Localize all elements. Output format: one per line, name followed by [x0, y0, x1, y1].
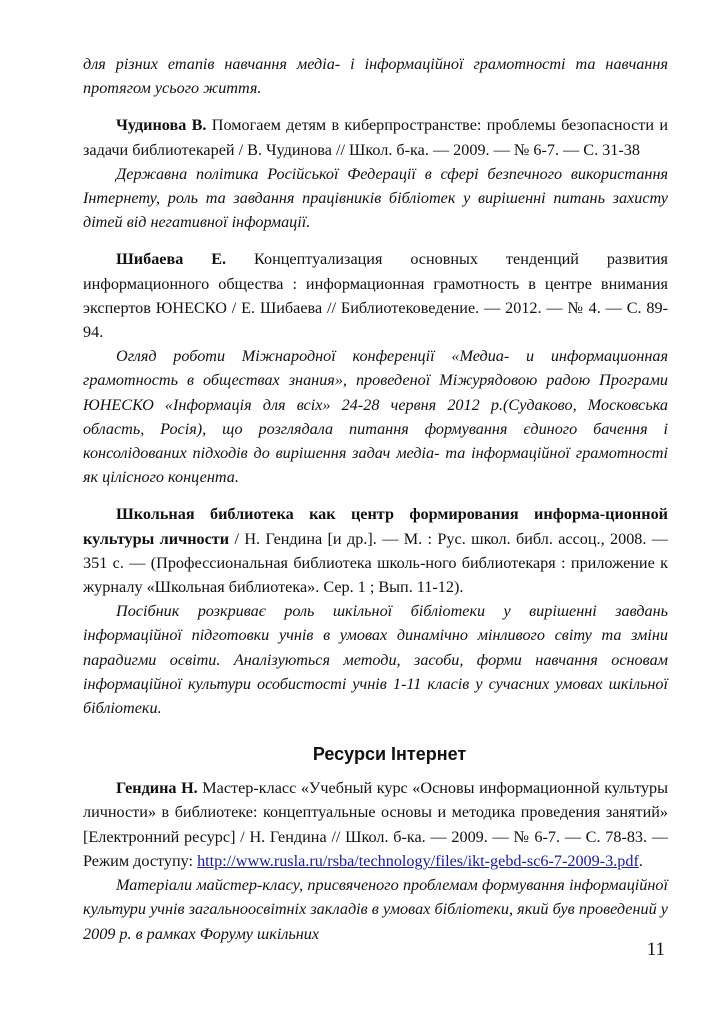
entry-citation: / Н. Гендина [и др.]. — М. : Рус. школ. библ. ассоц., 2008. — 351 с. — (Профессиональная библиотека школь-ного библиотекаря : приложение к журналу «Школьная библиотека». Сер. 1 ; Вып. 11-12). — [83, 529, 668, 597]
entry-author: Шибаева Е. — [116, 250, 227, 269]
entry-author: Чудинова В. — [116, 116, 207, 135]
entry-author: Гендина Н. — [116, 779, 198, 798]
intro-annotation: для різних етапів навчання медіа- і інформаційної грамотності та навчання протягом усього життя. — [83, 55, 668, 98]
entry-citation: Помогаем детям в киберпространстве: проблемы безопасности и задачи библиотекарей / В. Чудинова // Школ. б-ка. — 2009. — № 6-7. — С. 31-38 — [83, 116, 668, 159]
entry-citation: Концептуализация основных тенденций развития информационного общества : информационная грамотность в центре внимания экспертов ЮНЕСКО / Е. Шибаева // Библиотековедение. — 2012. — № 4. — С. 89-94. — [83, 250, 669, 342]
bib-entry-chudinova — [83, 113, 668, 161]
resource-link[interactable]: http://www.rusla.ru/rsba/technology/files/ikt-gebd-sc6-7-2009-3.pdf — [197, 851, 639, 870]
entry-annotation: Посібник розкриває роль шкільної бібліотеки у вирішенні завдань інформаційної підготовки учнів в умовах динамічно мінливого світу та зміни парадигми освіти. Аналізуються методи, засоби, форми навчання основам інформаційної культури особистості учнів 1-11 класів у сучасних умовах шкільної бібліотеки. — [83, 602, 668, 718]
entry-annotation: Огляд роботи Міжнародної конференції «Медиа- и информационная грамотность в обществах знания», проведеної Міжурядовою радою Програми ЮНЕСКО «Інформація для всіх» 24-28 червня 2012 р.(Судаково, Московська область, Росія), що розглядала питання формування єдиного бачення і консолідованих підходів до вирішення задач медіа- та інформаційної грамотності як цілісного концента. — [83, 347, 668, 487]
page-content — [83, 52, 668, 946]
bib-entry-gendina — [83, 776, 668, 873]
page-number: 11 — [646, 939, 665, 960]
bib-entry-shibaeva — [83, 247, 668, 344]
bib-entry-school-library — [83, 502, 668, 599]
entry-annotation: Матеріали майстер-класу, присвяченого проблемам формування інформаційної культури учнів загальноосвітніх закладів в умовах бібліотеки, який був проведений у 2009 р. в рамках Форуму шкільних — [83, 876, 668, 943]
entry-citation-end: . — [638, 851, 643, 870]
entry-author: Школьная библиотека как центр формирования информа-ционной культуры личности — [83, 505, 668, 548]
entry-annotation: Державна політика Російської Федерації в сфері безпечного використання Інтернету, роль та завдання працівників бібліотек у вирішенні питань захисту дітей від негативної інформації. — [83, 164, 668, 232]
section-heading: Ресурси Інтернет — [312, 744, 467, 765]
entry-citation: Мастер-класс «Учебный курс «Основы информационной культуры личности» в библиотеке: концептуальные основы и методика проведения занятий» [Електронний ресурс] / Н. Гендина // Школ. б-ка. — 2009. — № 6-7. — С. 78-83. — Режим доступу: — [83, 779, 669, 870]
